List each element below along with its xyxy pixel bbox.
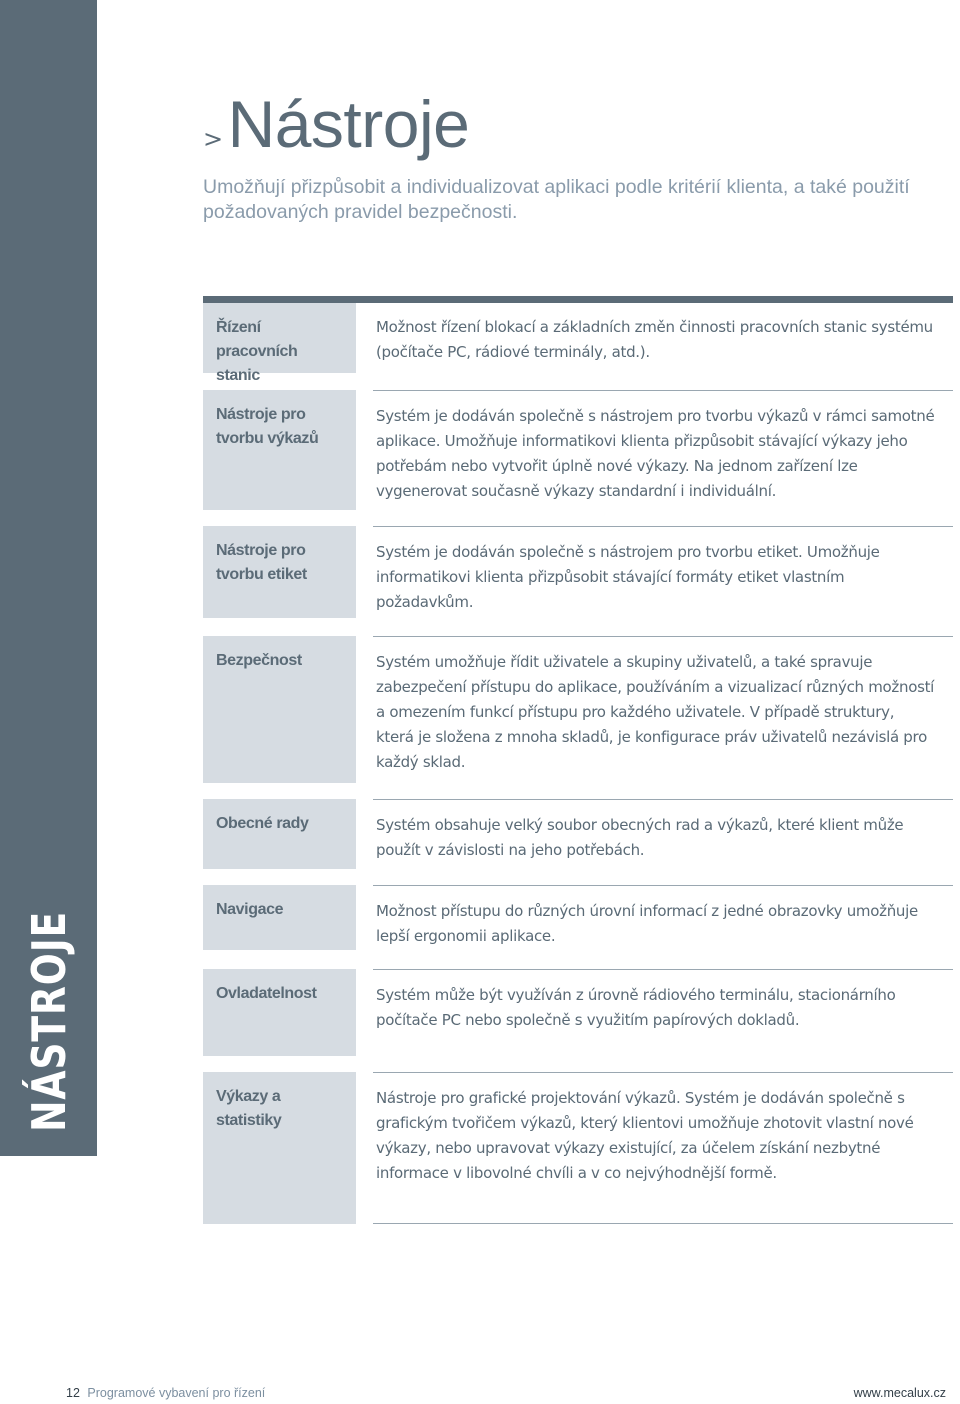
row-divider [373,1072,953,1073]
footer-section: Programové vybavení pro řízení [87,1386,266,1400]
row-label: Navigace [203,885,356,950]
row-divider [373,885,953,886]
row-label: Ovladatelnost [203,969,356,1056]
row-text: Systém umožňuje řídit uživatele a skupiny uživatelů, a také spravuje zabezpečení přístupu do aplikace, používáním a vizualizací různých možností a omezením funkcí přístupu pro každého uživatele. V případě struktury, která je složena z mnoha skladů, je konfigurace práv uživatelů nezávislá pro každý sklad. [376,653,935,771]
row-label: Obecné rady [203,799,356,869]
row-label: Bezpečnost [203,636,356,783]
row-label: Nástroje pro tvorbu etiket [203,526,356,618]
footer-website: www.mecalux.cz [853,1386,946,1400]
table-top-rule [203,296,953,303]
row-text: Možnost přístupu do různých úrovní informací z jedné obrazovky umožňuje lepší ergonomii aplikace. [376,902,918,945]
footer-page-info [66,1386,265,1400]
sidebar-band [0,0,97,1156]
row-text: Nástroje pro grafické projektování výkazů. Systém je dodáván společně s grafickým tvořičem výkazů, který klientovi umožňuje zhotovit vlastní nové výkazy, nebo upravovat výkazy existující, za účelem získání nezbytné informace v libovolné chvíli a v co nejvýhodnější formě. [376,1089,914,1182]
row-text: Systém obsahuje velký soubor obecných rad a výkazů, které klient může použít v závislosti na jeho potřebách. [376,816,904,859]
row-label: Nástroje pro tvorbu výkazů [203,390,356,510]
row-divider [373,526,953,527]
page-heading [203,86,469,162]
table-bottom-rule [373,1223,953,1224]
row-divider [373,390,953,391]
row-label: Výkazy a statistiky [203,1072,356,1224]
row-divider [373,799,953,800]
row-text: Systém může být využíván z úrovně rádiového terminálu, stacionárního počítače PC nebo společně s využitím papírových dokladů. [376,986,896,1029]
heading-marker: > [203,125,224,153]
row-text: Systém je dodáván společně s nástrojem pro tvorbu etiket. Umožňuje informatikovi klienta přizpůsobit stávající formáty etiket vlastním požadavkům. [376,543,880,611]
row-divider [373,636,953,637]
row-divider [373,969,953,970]
page-title: Nástroje [227,87,470,161]
page-number: 12 [66,1386,80,1400]
sidebar-vertical-label: NÁSTROJE [22,910,76,1132]
row-label: Řízení pracovních stanic [203,303,356,373]
page-subtitle: Umožňují přizpůsobit a individualizovat aplikaci podle kritérií klienta, a také použití požadovaných pravidel bezpečnosti. [203,176,910,223]
row-text: Systém je dodáván společně s nástrojem pro tvorbu výkazů v rámci samotné aplikace. Umožňuje informatikovi klienta přizpůsobit stávající výkazy jeho potřebám nebo vytvořit úplně nové výkazy. Na jednom zařízení lze vygenerovat současně výkazy standardní i individuální. [376,407,935,500]
row-text: Možnost řízení blokací a základních změn činnosti pracovních stanic systému (počítače PC, rádiové terminály, atd.). [376,318,933,361]
